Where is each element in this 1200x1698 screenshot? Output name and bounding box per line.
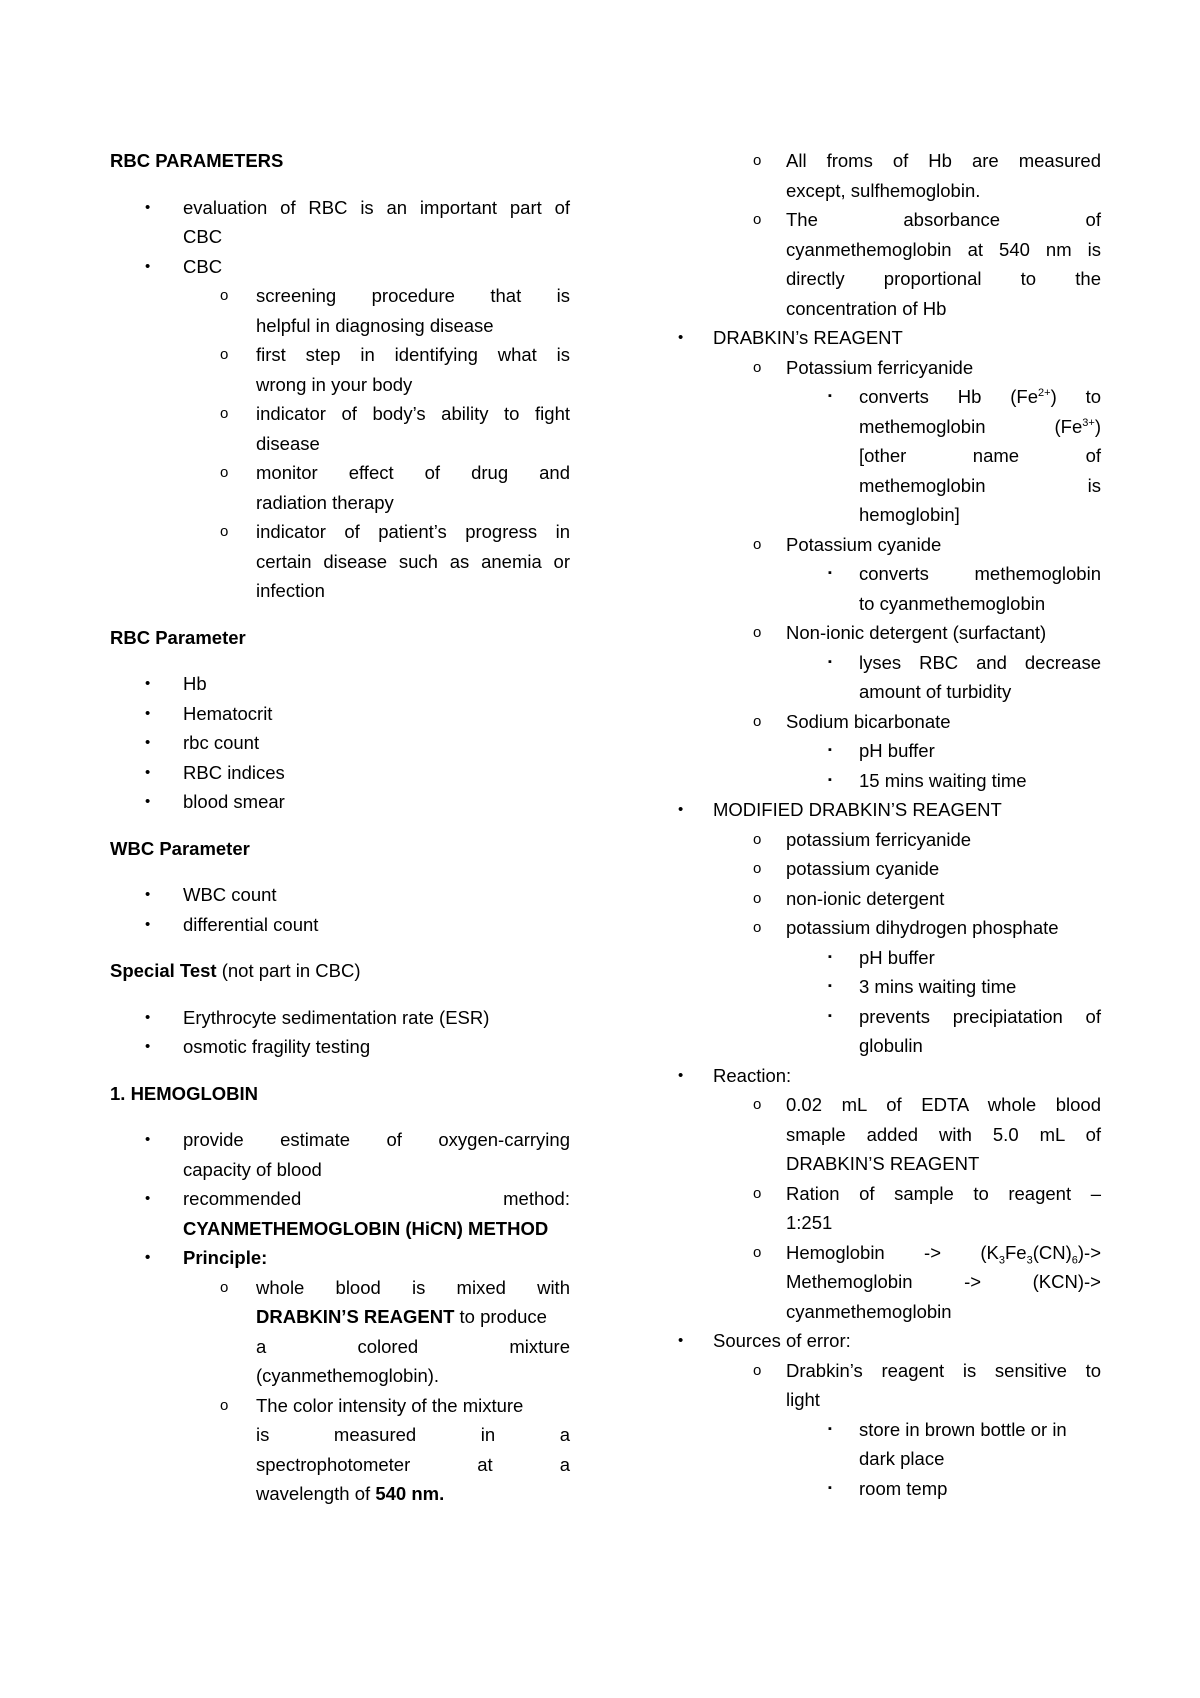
bullet-icon: • bbox=[145, 1008, 151, 1026]
heading-rbc-parameters: RBC PARAMETERS bbox=[110, 150, 284, 171]
sub-list-item: o The color intensity of the mixture bbox=[110, 1391, 570, 1421]
sub-list-item-continuation: 1:251 bbox=[786, 1212, 833, 1233]
sub-list-item-continuation: a colored mixture bbox=[256, 1335, 570, 1357]
sub-list-item: o non-ionic detergent bbox=[693, 884, 1101, 914]
list-item: • CBC bbox=[110, 252, 570, 282]
heading-rbc-parameter: RBC Parameter bbox=[110, 626, 246, 648]
sub-list-item-continuation: directly proportional to the bbox=[786, 268, 1101, 289]
sub-list-item-continuation: spectrophotometer at a bbox=[256, 1453, 570, 1475]
bullet-icon: • bbox=[145, 793, 151, 810]
square-bullet-icon: ▪ bbox=[828, 980, 832, 992]
sub-sub-list-item-continuation: [other name of bbox=[859, 445, 1101, 466]
bullet-icon: • bbox=[145, 198, 151, 216]
sub-list-item: o potassium ferricyanide bbox=[693, 825, 1101, 855]
sub-list-item: o 0.02 mL of EDTA whole blood bbox=[693, 1090, 1101, 1120]
sub-list-item-continuation: DRABKIN’S REAGENT bbox=[786, 1153, 980, 1174]
list-item: • Sources of error: bbox=[693, 1326, 1101, 1356]
circle-bullet-icon: o bbox=[753, 1243, 762, 1261]
list-item: • RBC indices bbox=[110, 758, 570, 788]
heading-hemoglobin: 1. HEMOGLOBIN bbox=[110, 1082, 259, 1104]
sub-list-item: o potassium dihydrogen phosphate bbox=[693, 913, 1101, 943]
sub-sub-list-item: ▪ pH buffer bbox=[693, 943, 1101, 973]
sub-sub-list-item: ▪ lyses RBC and decrease bbox=[693, 648, 1101, 678]
list-item: • Reaction: bbox=[693, 1061, 1101, 1091]
circle-bullet-icon: o bbox=[220, 523, 229, 540]
circle-bullet-icon: o bbox=[220, 1396, 229, 1414]
sub-sub-list-item-continuation: dark place bbox=[859, 1448, 945, 1469]
sub-list-item: o All froms of Hb are measured bbox=[693, 146, 1101, 176]
sub-list-item-continuation: infection bbox=[256, 580, 325, 601]
sub-sub-list-item: ▪ converts Hb $(Fe^{2+})$ to bbox=[693, 382, 1101, 412]
sub-list-item-continuation: cyanmethemoglobin bbox=[786, 1300, 952, 1322]
bullet-icon: • bbox=[145, 886, 151, 903]
circle-bullet-icon: o bbox=[753, 211, 762, 228]
sub-sub-list-item-continuation: globulin bbox=[859, 1035, 923, 1056]
sub-sub-list-item: ▪ 3 mins waiting time bbox=[693, 972, 1101, 1002]
list-item: • WBC count bbox=[110, 880, 570, 910]
circle-bullet-icon: o bbox=[220, 1278, 229, 1296]
sub-sub-list-item-continuation: amount of turbidity bbox=[859, 681, 1012, 702]
sub-list-item-continuation: DRABKIN’S REAGENT to produce bbox=[256, 1306, 547, 1327]
left-column bbox=[110, 146, 570, 1509]
sub-list-item-continuation: helpful in diagnosing disease bbox=[256, 314, 494, 336]
list-item: • evaluation of RBC is an important part of bbox=[110, 193, 570, 223]
sub-list-item: o Potassium cyanide bbox=[693, 530, 1101, 560]
sub-sub-list-item-continuation: methemoglobin is bbox=[859, 474, 1101, 496]
circle-bullet-icon: o bbox=[753, 860, 762, 877]
square-bullet-icon: ▪ bbox=[828, 744, 832, 756]
square-bullet-icon: ▪ bbox=[828, 390, 832, 402]
sub-list-item-continuation: disease bbox=[256, 432, 320, 454]
square-bullet-icon: ▪ bbox=[828, 1009, 832, 1022]
list-item: • recommended method: bbox=[110, 1184, 570, 1214]
bullet-icon: • bbox=[145, 257, 151, 275]
list-item-continuation: CBC bbox=[183, 226, 223, 247]
bullet-icon: • bbox=[145, 704, 151, 722]
sub-list-item-continuation: wavelength of 540 nm. bbox=[256, 1483, 445, 1504]
list-item: • blood smear bbox=[110, 787, 570, 817]
sub-sub-list-item: ▪ converts methemoglobin bbox=[693, 559, 1101, 589]
sub-list-item-continuation: concentration of Hb bbox=[786, 297, 947, 319]
bullet-icon: • bbox=[145, 1249, 151, 1266]
sub-sub-list-item: ▪ prevents precipiatation of bbox=[693, 1002, 1101, 1032]
square-bullet-icon: ▪ bbox=[828, 950, 832, 963]
bullet-icon: • bbox=[145, 1038, 151, 1055]
bullet-icon: • bbox=[678, 1332, 684, 1349]
sub-list-item: o indicator of body’s ability to fight bbox=[110, 399, 570, 429]
square-bullet-icon: ▪ bbox=[828, 1481, 832, 1494]
bullet-icon: • bbox=[145, 675, 151, 692]
circle-bullet-icon: o bbox=[753, 712, 762, 730]
list-item: • MODIFIED DRABKIN’S REAGENT bbox=[693, 795, 1101, 825]
bullet-icon: • bbox=[145, 763, 151, 781]
circle-bullet-icon: o bbox=[220, 464, 229, 481]
sub-list-item-continuation: except, sulfhemoglobin. bbox=[786, 179, 981, 201]
sub-sub-list-item-continuation: methemoglobin $(Fe^{3+})$ bbox=[859, 415, 1101, 437]
list-item: • Erythrocyte sedimentation rate (ESR) bbox=[110, 1003, 570, 1033]
circle-bullet-icon: o bbox=[753, 152, 762, 169]
circle-bullet-icon: o bbox=[753, 624, 762, 641]
bullet-icon: • bbox=[678, 801, 684, 818]
circle-bullet-icon: o bbox=[220, 405, 229, 422]
sub-list-item-continuation: certain disease such as anemia or bbox=[256, 550, 570, 572]
sub-sub-list-item: ▪ pH buffer bbox=[693, 736, 1101, 766]
sub-list-item: o first step in identifying what is bbox=[110, 340, 570, 370]
square-bullet-icon: ▪ bbox=[828, 1422, 832, 1435]
sub-list-item: o indicator of patient’s progress in bbox=[110, 517, 570, 547]
heading-wbc-parameter: WBC Parameter bbox=[110, 837, 250, 859]
list-item: • Principle: bbox=[110, 1243, 570, 1273]
sub-list-item: o Drabkin’s reagent is sensitive to bbox=[693, 1356, 1101, 1386]
bullet-icon: • bbox=[145, 1131, 151, 1148]
bullet-icon: • bbox=[145, 1190, 151, 1207]
sub-sub-list-item: ▪ room temp bbox=[693, 1474, 1101, 1504]
sub-list-item: o Non-ionic detergent (surfactant) bbox=[693, 618, 1101, 648]
list-item: • osmotic fragility testing bbox=[110, 1032, 570, 1062]
sub-list-item: o screening procedure that is bbox=[110, 281, 570, 311]
sub-sub-list-item: ▪ store in brown bottle or in bbox=[693, 1415, 1101, 1445]
square-bullet-icon: ▪ bbox=[828, 567, 832, 579]
circle-bullet-icon: o bbox=[753, 358, 762, 376]
sub-list-item-continuation: cyanmethemoglobin at 540 nm is bbox=[786, 238, 1101, 260]
right-column bbox=[678, 146, 1101, 1503]
bullet-icon: • bbox=[678, 329, 684, 346]
sub-list-item: o Hemoglobin -> $(K_3Fe_3(CN)_6)->$ bbox=[693, 1238, 1101, 1268]
sub-list-item-continuation: smaple added with 5.0 mL of bbox=[786, 1123, 1101, 1145]
list-item: • Hematocrit bbox=[110, 699, 570, 729]
square-bullet-icon: ▪ bbox=[828, 655, 832, 668]
circle-bullet-icon: o bbox=[753, 1184, 762, 1202]
circle-bullet-icon: o bbox=[753, 830, 762, 848]
circle-bullet-icon: o bbox=[753, 1361, 762, 1379]
sub-sub-list-item-continuation: to cyanmethemoglobin bbox=[859, 592, 1046, 614]
list-item: • Hb bbox=[110, 669, 570, 699]
sub-list-item-continuation: light bbox=[786, 1389, 820, 1410]
sub-list-item-continuation: radiation therapy bbox=[256, 491, 394, 513]
sub-sub-list-item-continuation: hemoglobin] bbox=[859, 504, 960, 525]
bullet-icon: • bbox=[678, 1066, 684, 1084]
circle-bullet-icon: o bbox=[753, 919, 762, 936]
sub-list-item: o Sodium bicarbonate bbox=[693, 707, 1101, 737]
circle-bullet-icon: o bbox=[753, 535, 762, 553]
bullet-icon: • bbox=[145, 915, 151, 933]
circle-bullet-icon: o bbox=[753, 1096, 762, 1113]
sub-list-item: o whole blood is mixed with bbox=[110, 1273, 570, 1303]
sub-sub-list-item: ▪ 15 mins waiting time bbox=[693, 766, 1101, 796]
sub-list-item: o potassium cyanide bbox=[693, 854, 1101, 884]
circle-bullet-icon: o bbox=[220, 346, 229, 363]
bullet-icon: • bbox=[145, 734, 151, 751]
sub-list-item: o monitor effect of drug and bbox=[110, 458, 570, 488]
sub-list-item-continuation: wrong in your body bbox=[256, 373, 413, 395]
sub-list-item: o The absorbance of bbox=[693, 205, 1101, 235]
heading-special-test: Special Test (not part in CBC) bbox=[110, 960, 361, 981]
list-item-continuation: CYANMETHEMOGLOBIN (HiCN) METHOD bbox=[183, 1217, 549, 1239]
list-item: • rbc count bbox=[110, 728, 570, 758]
square-bullet-icon: ▪ bbox=[828, 773, 832, 786]
circle-bullet-icon: o bbox=[220, 287, 229, 304]
sub-list-item: o Ration of sample to reagent – bbox=[693, 1179, 1101, 1209]
list-item-continuation: capacity of blood bbox=[183, 1158, 322, 1180]
list-item: • provide estimate of oxygen-carrying bbox=[110, 1125, 570, 1155]
sub-list-item-continuation: (cyanmethemoglobin). bbox=[256, 1365, 440, 1386]
list-item: • DRABKIN’s REAGENT bbox=[693, 323, 1101, 353]
sub-list-item-continuation: Methemoglobin -> (KCN)-> bbox=[786, 1271, 1101, 1292]
sub-list-item: o Potassium ferricyanide bbox=[693, 353, 1101, 383]
sub-list-item-continuation: is measured in a bbox=[256, 1424, 570, 1445]
list-item: • differential count bbox=[110, 910, 570, 940]
circle-bullet-icon: o bbox=[753, 889, 762, 907]
